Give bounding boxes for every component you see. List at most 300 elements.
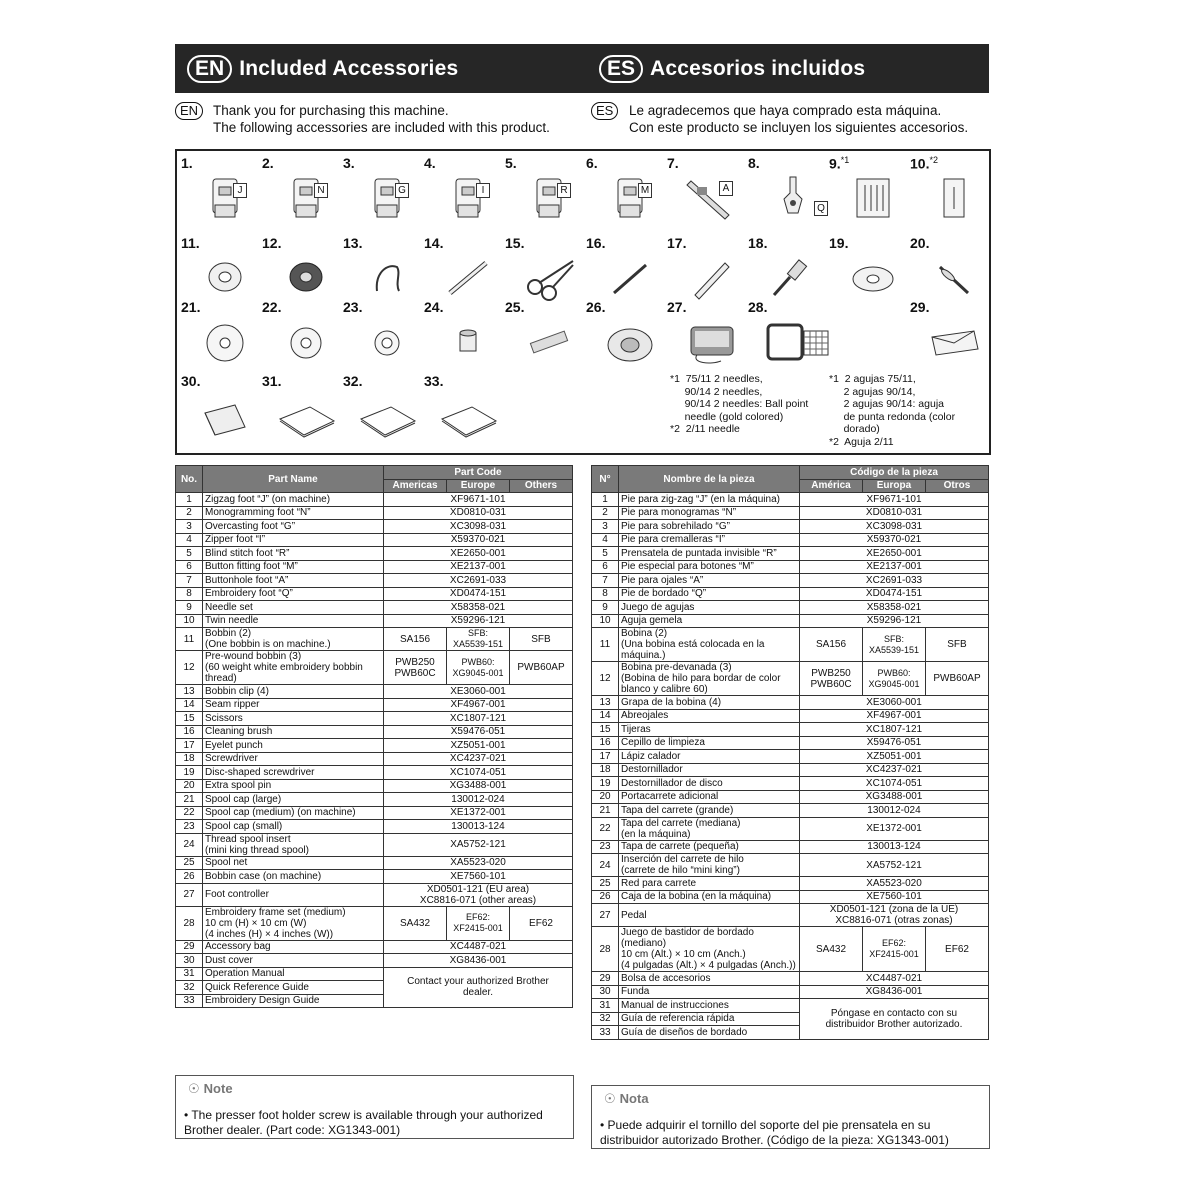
accessory-item-17 <box>667 235 749 307</box>
part-number: 6 <box>176 560 203 574</box>
note-title-es: Nota <box>619 1091 649 1106</box>
thread-spool-insert-icon <box>438 317 498 367</box>
foot-letter-label: Q <box>814 201 828 216</box>
table-row <box>592 985 989 999</box>
note-box-es <box>591 1085 990 1149</box>
part-name: Spool cap (medium) (on machine) <box>203 806 384 820</box>
foot-letter-label: G <box>395 183 409 198</box>
part-code-c3: PWB60AP <box>926 662 989 696</box>
part-code: 130013-124 <box>384 820 573 834</box>
spool-cap-medium-icon <box>276 317 336 367</box>
part-name: Abreojales <box>619 709 800 723</box>
col-header-c1: Americas <box>384 479 447 493</box>
part-number: 27 <box>592 904 619 927</box>
part-name: Cleaning brush <box>203 725 384 739</box>
accessory-number: 5. <box>505 155 517 171</box>
part-number: 23 <box>176 820 203 834</box>
accessory-item-19 <box>829 235 911 307</box>
needle-note-line: 2 agujas 90/14: aguja <box>829 398 945 410</box>
contact-dealer: Contact your authorized Brother dealer. <box>384 967 573 1008</box>
accessory-number: 1. <box>181 155 193 171</box>
accessory-item-1 <box>181 155 263 227</box>
table-row <box>176 685 573 699</box>
part-number: 8 <box>592 587 619 601</box>
accessory-number: 12. <box>262 235 282 251</box>
spool-cap-large-icon <box>195 317 255 367</box>
part-name: Embroidery foot “Q” <box>203 587 384 601</box>
accessory-item-32 <box>343 373 425 445</box>
accessory-number: 10.$^{*2}$ <box>910 155 938 172</box>
table-row <box>592 709 989 723</box>
embroidery-frame-icon <box>762 317 832 367</box>
part-code: XA5523-020 <box>800 877 989 891</box>
note-es-line2: distribuidor autorizado Brother. (Código de la pieza: XG1343-001) <box>600 1133 949 1147</box>
part-code: XZ5051-001 <box>800 750 989 764</box>
part-number: 25 <box>592 877 619 891</box>
part-name: Bobina pre-devanada (3) (Bobina de hilo para bordar de color blanco y calibre 60) <box>619 662 800 696</box>
eyelet-punch-icon <box>681 253 741 303</box>
part-number: 5 <box>592 547 619 561</box>
part-name: Tapa de carrete (pequeña) <box>619 840 800 854</box>
accessory-number: 18. <box>748 235 768 251</box>
part-name: Guía de referencia rápida <box>619 1012 800 1026</box>
part-name: Bobina (2) (Una bobina está colocada en la máquina.) <box>619 628 800 662</box>
part-code: 130012-024 <box>384 793 573 807</box>
table-row <box>592 506 989 520</box>
part-name: Disc-shaped screwdriver <box>203 766 384 780</box>
accessory-number: 13. <box>343 235 363 251</box>
part-name: Pie de bordado “Q” <box>619 587 800 601</box>
table-row <box>592 750 989 764</box>
part-code: X59476-051 <box>800 736 989 750</box>
accessory-footnote-mark: *1 <box>840 155 850 165</box>
part-name: Pie para cremalleras “I” <box>619 533 800 547</box>
part-number: 17 <box>176 739 203 753</box>
part-number: 26 <box>176 870 203 884</box>
part-code-c2: PWB60: XG9045-001 <box>863 662 926 696</box>
part-number: 10 <box>592 614 619 628</box>
part-code-c1: PWB250 PWB60C <box>384 651 447 685</box>
table-row <box>592 804 989 818</box>
col-header-no: No. <box>176 466 203 493</box>
part-number: 19 <box>592 777 619 791</box>
part-number: 23 <box>592 840 619 854</box>
disc-screwdriver-icon <box>843 253 903 303</box>
part-number: 18 <box>176 752 203 766</box>
needle-note-line: *1 2 agujas 75/11, <box>829 373 916 385</box>
part-code-c2: SFB: XA5539-151 <box>447 628 510 651</box>
accessory-item-14 <box>424 235 506 307</box>
part-code: XG3488-001 <box>800 790 989 804</box>
part-name: Pie para zig-zag “J” (en la máquina) <box>619 493 800 507</box>
note-title-en: Note <box>203 1081 233 1096</box>
dust-cover-icon <box>195 391 255 441</box>
table-row <box>592 560 989 574</box>
part-name: Scissors <box>203 712 384 726</box>
part-number: 13 <box>176 685 203 699</box>
part-number: 19 <box>176 766 203 780</box>
part-name: Guía de diseños de bordado <box>619 1026 800 1040</box>
table-row <box>592 547 989 561</box>
part-code: XD0474-151 <box>800 587 989 601</box>
part-code-c3: PWB60AP <box>510 651 573 685</box>
accessory-number: 17. <box>667 235 687 251</box>
part-code: XC3098-031 <box>800 520 989 534</box>
part-name: Red para carrete <box>619 877 800 891</box>
accessory-item-26 <box>586 299 668 371</box>
table-row <box>176 779 573 793</box>
part-code: XC4237-021 <box>800 763 989 777</box>
needle-note-line: *2 2/11 needle <box>670 423 740 435</box>
part-name: Aguja gemela <box>619 614 800 628</box>
part-code: XE3060-001 <box>384 685 573 699</box>
table-row <box>592 877 989 891</box>
table-row <box>592 520 989 534</box>
part-number: 3 <box>176 520 203 534</box>
accessory-item-13 <box>343 235 425 307</box>
bobbin-case-icon <box>600 317 660 367</box>
part-code-c1: SA156 <box>384 628 447 651</box>
contact-dealer: Póngase en contacto con su distribuidor Brother autorizado. <box>800 999 989 1040</box>
spool-pin-icon <box>924 253 984 303</box>
parts-table-en <box>175 465 573 1008</box>
part-number: 32 <box>592 1012 619 1026</box>
part-code: XE1372-001 <box>384 806 573 820</box>
accessory-item-11 <box>181 235 263 307</box>
header-es <box>599 44 865 93</box>
part-code: XC4237-021 <box>384 752 573 766</box>
col-header-code: Código de la pieza <box>800 466 989 480</box>
part-name: Inserción del carrete de hilo (carrete de hilo “mini king”) <box>619 854 800 877</box>
part-name: Bobbin clip (4) <box>203 685 384 699</box>
part-name: Buttonhole foot “A” <box>203 574 384 588</box>
part-name: Dust cover <box>203 954 384 968</box>
part-code: XC1807-121 <box>800 723 989 737</box>
needle-set-icon <box>843 173 903 223</box>
part-code: XC3098-031 <box>384 520 573 534</box>
part-name: Destornillador <box>619 763 800 777</box>
part-name: Spool net <box>203 856 384 870</box>
part-number: 22 <box>592 817 619 840</box>
accessory-item-27 <box>667 299 749 371</box>
col-header-no: N° <box>592 466 619 493</box>
part-code-c2: EF62: XF2415-001 <box>447 906 510 940</box>
part-code-c2: EF62: XF2415-001 <box>863 927 926 972</box>
part-name: Extra spool pin <box>203 779 384 793</box>
intro-es-line1: Le agradecemos que haya comprado esta máquina. <box>629 103 942 118</box>
part-name: Juego de agujas <box>619 601 800 615</box>
accessory-number: 2. <box>262 155 274 171</box>
part-name: Tapa del carrete (grande) <box>619 804 800 818</box>
embroidery-foot-icon <box>762 173 822 223</box>
table-row <box>176 906 573 940</box>
accessory-item-15 <box>505 235 587 307</box>
part-number: 32 <box>176 981 203 995</box>
part-code: XF4967-001 <box>800 709 989 723</box>
part-name: Caja de la bobina (en la máquina) <box>619 890 800 904</box>
part-number: 29 <box>592 972 619 986</box>
intro-badge-es: ES <box>591 102 618 120</box>
bobbin-clip-icon <box>357 253 417 303</box>
accessory-item-23 <box>343 299 425 371</box>
accessory-item-3 <box>343 155 425 227</box>
part-number: 14 <box>176 698 203 712</box>
bulb-icon: ☉ <box>604 1091 616 1106</box>
header-title-en: Included Accessories <box>239 56 459 80</box>
part-number: 12 <box>592 662 619 696</box>
part-code: XC4487-021 <box>384 940 573 954</box>
accessory-item-6 <box>586 155 668 227</box>
bobbin-icon <box>195 253 255 303</box>
header-en <box>187 44 458 93</box>
part-number: 1 <box>592 493 619 507</box>
intro-en-line2: The following accessories are included with this product. <box>213 120 550 135</box>
screwdriver-icon <box>762 253 822 303</box>
table-row <box>176 833 573 856</box>
table-row <box>176 614 573 628</box>
part-code-c3: SFB <box>510 628 573 651</box>
part-code: XG8436-001 <box>384 954 573 968</box>
part-code: XC1074-051 <box>800 777 989 791</box>
part-number: 6 <box>592 560 619 574</box>
presser-foot-icon <box>519 173 579 223</box>
part-number: 7 <box>176 574 203 588</box>
accessory-item-4 <box>424 155 506 227</box>
accessory-item-31 <box>262 373 344 445</box>
table-row <box>176 651 573 685</box>
part-number: 14 <box>592 709 619 723</box>
col-header-c3: Otros <box>926 479 989 493</box>
part-name: Seam ripper <box>203 698 384 712</box>
col-header-c1: América <box>800 479 863 493</box>
accessory-footnote-mark: *2 <box>929 155 938 165</box>
part-name: Spool cap (small) <box>203 820 384 834</box>
part-number: 12 <box>176 651 203 685</box>
part-code: XE3060-001 <box>800 696 989 710</box>
col-header-c2: Europa <box>863 479 926 493</box>
part-number: 21 <box>176 793 203 807</box>
spool-net-icon <box>519 317 579 367</box>
table-row <box>176 574 573 588</box>
part-number: 33 <box>176 994 203 1008</box>
part-number: 11 <box>176 628 203 651</box>
accessory-number: 32. <box>343 373 363 389</box>
accessory-number: 11. <box>181 235 200 251</box>
table-row <box>176 547 573 561</box>
table-row <box>176 725 573 739</box>
part-code: XE2650-001 <box>384 547 573 561</box>
accessory-item-9 <box>829 155 911 227</box>
part-number: 2 <box>592 506 619 520</box>
part-number: 8 <box>176 587 203 601</box>
accessory-number: 30. <box>181 373 201 389</box>
part-code-c1: SA432 <box>800 927 863 972</box>
part-number: 9 <box>592 601 619 615</box>
part-name: Bobbin case (on machine) <box>203 870 384 884</box>
accessory-item-22 <box>262 299 344 371</box>
table-row <box>176 752 573 766</box>
part-number: 5 <box>176 547 203 561</box>
foot-letter-label: I <box>476 183 490 198</box>
table-row <box>592 999 989 1013</box>
accessory-number: 15. <box>505 235 525 251</box>
part-code: 130012-024 <box>800 804 989 818</box>
part-code: X59370-021 <box>384 533 573 547</box>
part-number: 4 <box>592 533 619 547</box>
foot-letter-label: N <box>314 183 328 198</box>
manual-icon <box>276 391 336 441</box>
table-row <box>592 628 989 662</box>
accessory-item-18 <box>748 235 830 307</box>
accessory-item-20 <box>910 235 992 307</box>
part-code: X59476-051 <box>384 725 573 739</box>
table-row <box>592 972 989 986</box>
table-row <box>592 904 989 927</box>
table-row <box>176 712 573 726</box>
part-name: Spool cap (large) <box>203 793 384 807</box>
accessory-number: 23. <box>343 299 363 315</box>
part-name: Pre-wound bobbin (3) (60 weight white embroidery bobbin thread) <box>203 651 384 685</box>
table-row <box>176 506 573 520</box>
accessory-item-2 <box>262 155 344 227</box>
accessory-number: 22. <box>262 299 282 315</box>
table-row <box>592 763 989 777</box>
accessory-number: 8. <box>748 155 760 171</box>
col-header-name: Nombre de la pieza <box>619 466 800 493</box>
lang-badge-en: EN <box>187 55 232 83</box>
needle-note-line: 2 agujas 90/14, <box>829 385 916 398</box>
table-row <box>592 493 989 507</box>
table-row <box>592 840 989 854</box>
accessory-item-16 <box>586 235 668 307</box>
note-en-line1: • The presser foot holder screw is available through your authorized <box>184 1108 543 1122</box>
manual-icon <box>357 391 417 441</box>
part-number: 33 <box>592 1026 619 1040</box>
accessory-number: 25. <box>505 299 525 315</box>
accessory-item-24 <box>424 299 506 371</box>
part-number: 10 <box>176 614 203 628</box>
part-name: Eyelet punch <box>203 739 384 753</box>
col-header-name: Part Name <box>203 466 384 493</box>
part-code: XG3488-001 <box>384 779 573 793</box>
needle-note-line: de punta redonda (color <box>829 410 956 423</box>
intro-es-line2: Con este producto se incluyen los siguientes accesorios. <box>629 120 969 135</box>
part-number: 22 <box>176 806 203 820</box>
table-row <box>176 628 573 651</box>
table-row <box>176 698 573 712</box>
part-code: XD0501-121 (EU area) XC8816-071 (other areas) <box>384 883 573 906</box>
intro-es <box>591 102 989 136</box>
part-name: Destornillador de disco <box>619 777 800 791</box>
part-code: XG8436-001 <box>800 985 989 999</box>
part-name: Blind stitch foot “R” <box>203 547 384 561</box>
accessory-item-25 <box>505 299 587 371</box>
part-number: 25 <box>176 856 203 870</box>
accessory-number: 14. <box>424 235 444 251</box>
part-number: 24 <box>176 833 203 856</box>
table-row <box>176 806 573 820</box>
table-row <box>592 662 989 696</box>
accessory-number: 19. <box>829 235 849 251</box>
part-code: XE7560-101 <box>800 890 989 904</box>
accessory-item-29 <box>910 299 992 371</box>
part-code: XC1074-051 <box>384 766 573 780</box>
table-row <box>592 533 989 547</box>
part-code: XE2137-001 <box>384 560 573 574</box>
accessory-number: 21. <box>181 299 201 315</box>
part-name: Accessory bag <box>203 940 384 954</box>
part-number: 15 <box>176 712 203 726</box>
part-name: Bobbin (2) (One bobbin is on machine.) <box>203 628 384 651</box>
part-number: 20 <box>176 779 203 793</box>
part-code: X58358-021 <box>800 601 989 615</box>
part-name: Tijeras <box>619 723 800 737</box>
accessory-item-30 <box>181 373 263 445</box>
part-number: 29 <box>176 940 203 954</box>
accessory-number: 31. <box>262 373 282 389</box>
table-row <box>176 856 573 870</box>
part-number: 31 <box>176 967 203 981</box>
table-row <box>176 883 573 906</box>
table-row <box>592 696 989 710</box>
presser-foot-icon <box>276 173 336 223</box>
col-header-c3: Others <box>510 479 573 493</box>
table-row <box>592 736 989 750</box>
table-row <box>176 587 573 601</box>
part-code: XZ5051-001 <box>384 739 573 753</box>
foot-controller-icon <box>681 317 741 367</box>
table-row <box>176 954 573 968</box>
accessory-number: 6. <box>586 155 598 171</box>
foot-letter-label: A <box>719 181 733 196</box>
bulb-icon: ☉ <box>188 1081 200 1096</box>
note-es-line1: • Puede adquirir el tornillo del soporte del pie prensatela en su <box>600 1118 931 1132</box>
part-number: 30 <box>592 985 619 999</box>
accessory-number: 4. <box>424 155 436 171</box>
part-code: XF9671-101 <box>800 493 989 507</box>
col-header-code: Part Code <box>384 466 573 480</box>
part-name: Juego de bastidor de bordado (mediano) 10 cm (Alt.) × 10 cm (Anch.) (4 pulgadas (Alt.) × 4 pulgadas (Anch.)) <box>619 927 800 972</box>
table-row <box>176 766 573 780</box>
needle-note-line: *2 Aguja 2/11 <box>829 435 894 448</box>
part-code: XD0810-031 <box>800 506 989 520</box>
table-row <box>176 967 573 981</box>
part-number: 28 <box>592 927 619 972</box>
part-code: XA5752-121 <box>800 854 989 877</box>
part-code: 130013-124 <box>800 840 989 854</box>
cleaning-brush-icon <box>600 253 660 303</box>
table-row <box>176 520 573 534</box>
needle-note-line: needle (gold colored) <box>670 410 784 423</box>
part-code: XD0474-151 <box>384 587 573 601</box>
accessory-number: 3. <box>343 155 355 171</box>
part-name: Screwdriver <box>203 752 384 766</box>
accessory-number: 33. <box>424 373 444 389</box>
table-row <box>592 574 989 588</box>
part-code: XE2137-001 <box>800 560 989 574</box>
part-code: XC2691-033 <box>800 574 989 588</box>
part-code: X59296-121 <box>384 614 573 628</box>
presser-foot-icon <box>195 173 255 223</box>
accessory-number: 20. <box>910 235 930 251</box>
needle-note-line: *1 75/11 2 needles, <box>670 373 763 385</box>
accessory-number: 9.$^{*1}$ <box>829 155 850 172</box>
table-row <box>176 560 573 574</box>
accessory-number: 7. <box>667 155 679 171</box>
foot-letter-label: J <box>233 183 247 198</box>
part-code: XD0810-031 <box>384 506 573 520</box>
part-number: 7 <box>592 574 619 588</box>
